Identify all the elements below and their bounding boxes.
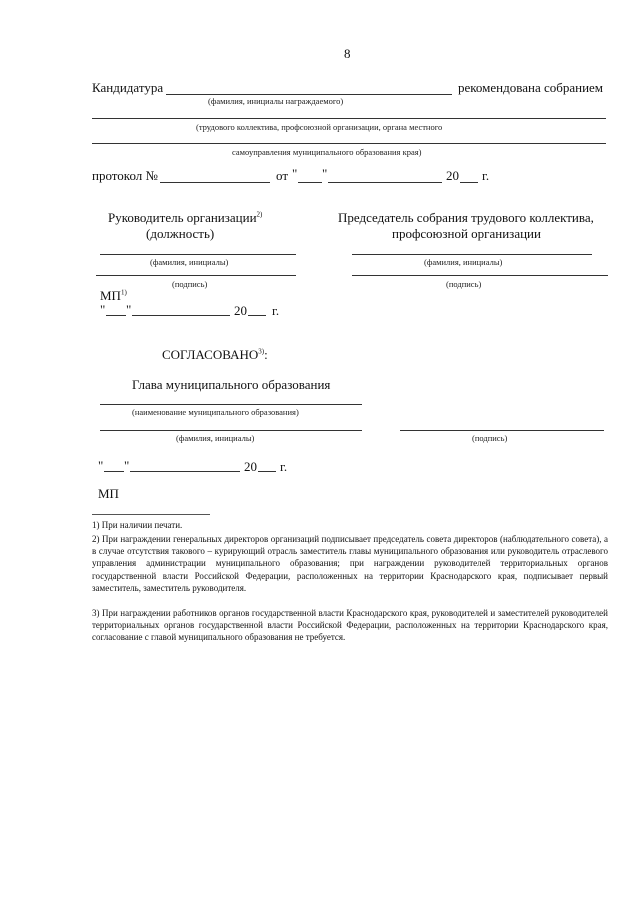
footnote-3: 3) При награждении работников органов государственной власти Краснодарского края, руководителей и заместителей руководителей территориальных органов государственной власти Российской Федерации, расположенных на территории Краснодарского края, согласование с главой муниципального образования не требуется. [92, 608, 608, 643]
right-caption-sign: (подпись) [446, 279, 482, 289]
protocol-number-line [160, 182, 270, 183]
right-sign-line [352, 275, 608, 276]
left-date-year: 20 [234, 303, 247, 318]
head-caption-name: (фамилия, инициалы) [176, 433, 255, 443]
head-sign-line [400, 430, 604, 431]
left-caption-sign: (подпись) [172, 279, 208, 289]
left-name-line [100, 254, 296, 255]
right-sign-subtitle: профсоюзной организации [392, 226, 541, 241]
protocol-from: от [276, 168, 289, 183]
collective-line-2 [92, 143, 606, 144]
right-caption-name: (фамилия, инициалы) [424, 257, 503, 267]
approved-date-q2: " [124, 458, 130, 473]
protocol-year-line [460, 182, 478, 183]
page-number: 8 [344, 46, 351, 61]
caption-municipality: (наименование муниципального образования) [132, 407, 299, 417]
approved-head: Глава муниципального образования [132, 377, 331, 392]
approved-label: СОГЛАСОВАНО$^{3)}$: [162, 347, 268, 362]
left-mp: МП$^{1)}$ [100, 288, 127, 303]
approved-date-day-line [104, 471, 124, 472]
footnote-1: 1) При наличии печати. [92, 520, 183, 530]
left-date-year-line [248, 315, 266, 316]
footnote-separator [92, 514, 210, 515]
approved-date-suffix: г. [280, 459, 288, 474]
approved-date-year-line [258, 471, 276, 472]
footnote-2: 2) При награждении генеральных директоров организаций подписывает председатель совета директоров (наблюдательного совета), а в случае отсутствия такового – курирующий отрасль заместитель главы муниципального образования или руководитель отраслевого управления администрации муниципального образования; при награждении руководителей территориальных органов государственной власти Российской Федерации, расположенных на территории Краснодарского края, подписывает первый заместитель, заместитель руководителя. [92, 534, 608, 593]
caption-candidate-name: (фамилия, инициалы награждаемого) [208, 96, 344, 106]
left-date-q2: " [126, 302, 132, 317]
protocol-year: 20 [446, 168, 459, 183]
caption-org-1: (трудового коллектива, профсоюзной организации, органа местного [196, 122, 443, 132]
right-sign-title: Председатель собрания трудового коллектива, [338, 210, 594, 225]
protocol-label: протокол № [92, 168, 158, 183]
protocol-month-line [328, 182, 442, 183]
caption-org-2: самоуправления муниципального образования края) [232, 147, 422, 157]
protocol-quote-open: " [292, 166, 298, 181]
left-sign-line [96, 275, 296, 276]
approved-date-year: 20 [244, 459, 257, 474]
approved-date-q1: " [98, 458, 104, 473]
head-name-line [100, 430, 362, 431]
municipality-line [100, 404, 362, 405]
head-caption-sign: (подпись) [472, 433, 508, 443]
candidate-label: Кандидатура [92, 80, 164, 95]
left-caption-name: (фамилия, инициалы) [150, 257, 229, 267]
approved-date-month-line [130, 471, 240, 472]
approved-mp: МП [98, 486, 119, 501]
right-name-line [352, 254, 592, 255]
collective-line-1 [92, 118, 606, 119]
left-date-q1: " [100, 302, 106, 317]
left-date-month-line [132, 315, 230, 316]
protocol-year-suffix: г. [482, 168, 490, 183]
left-date-suffix: г. [272, 303, 280, 318]
left-sign-title: Руководитель организации$^{2)}$ [108, 210, 263, 225]
protocol-quote-close: " [322, 166, 328, 181]
candidate-name-line [166, 94, 452, 95]
recommended-label: рекомендована собранием [458, 80, 604, 95]
protocol-day-line [298, 182, 322, 183]
left-date-day-line [106, 315, 126, 316]
left-sign-subtitle: (должность) [146, 226, 215, 241]
